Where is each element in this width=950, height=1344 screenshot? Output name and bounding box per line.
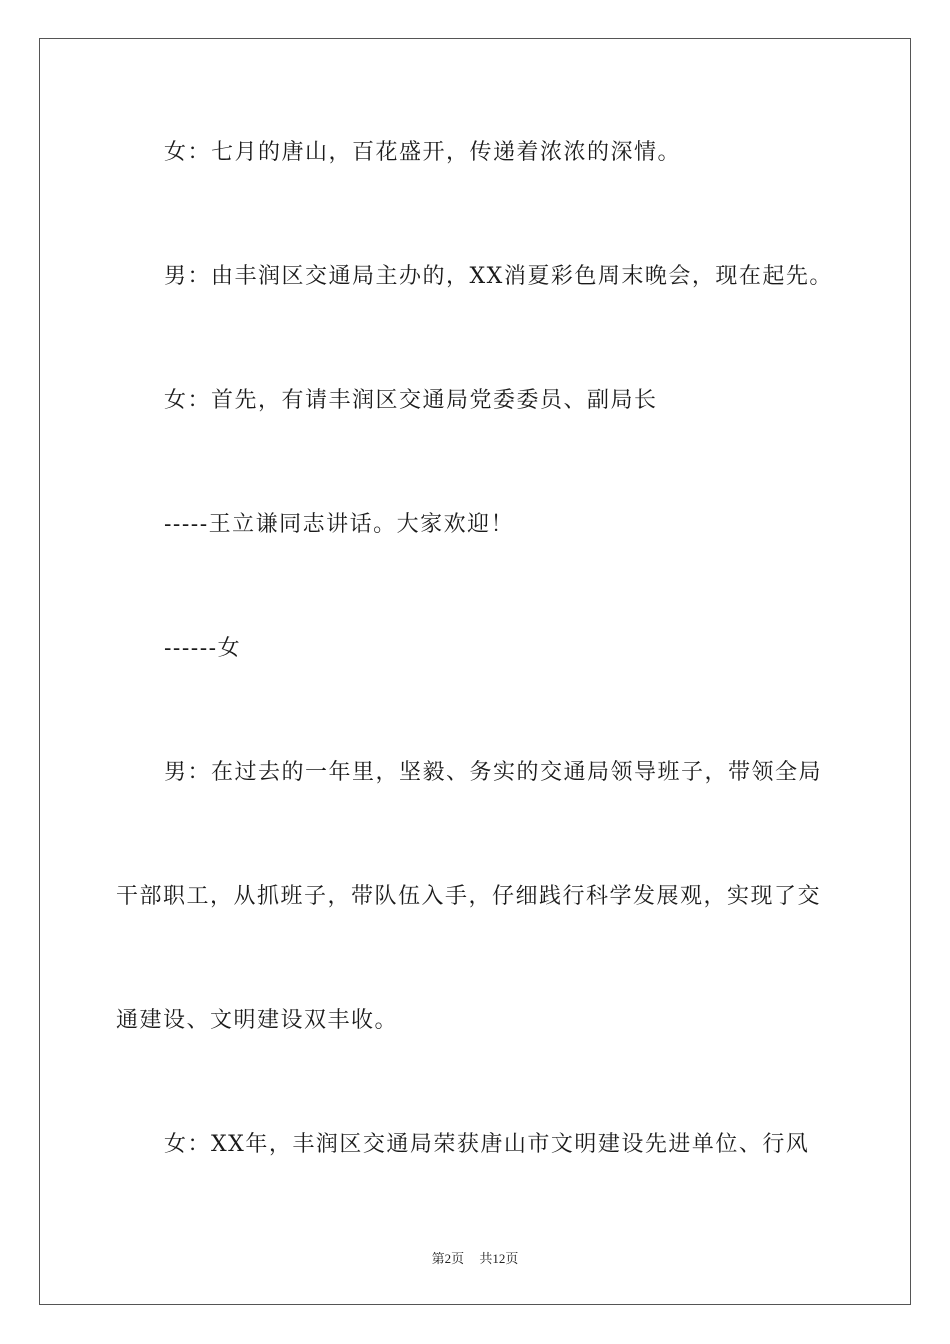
paragraph-line-3: 女：首先，有请丰润区交通局党委委员、副局长: [164, 388, 658, 413]
page-border: [39, 38, 911, 1305]
paragraph-line-6: 男：在过去的一年里，坚毅、务实的交通局领导班子，带领全局: [164, 760, 823, 785]
paragraph-line-8: 通建设、文明建设双丰收。: [116, 1008, 399, 1033]
paragraph-line-2: 男：由丰润区交通局主办的，XX消夏彩色周末晚会，现在起先。: [164, 264, 833, 289]
paragraph-line-4: -----王立谦同志讲话。大家欢迎！: [164, 512, 515, 537]
paragraph-line-9: 女：XX年，丰润区交通局荣获唐山市文明建设先进单位、行风: [164, 1132, 810, 1157]
page-footer: [0, 1248, 950, 1267]
paragraph-line-1: 女：七月的唐山，百花盛开，传递着浓浓的深情。: [164, 140, 682, 165]
paragraph-line-5: ------女: [164, 636, 242, 661]
page-number: 第2页: [431, 1251, 465, 1266]
paragraph-line-7: 干部职工，从抓班子，带队伍入手，仔细践行科学发展观，实现了交: [116, 884, 822, 909]
page-total: 共12页: [479, 1251, 519, 1266]
